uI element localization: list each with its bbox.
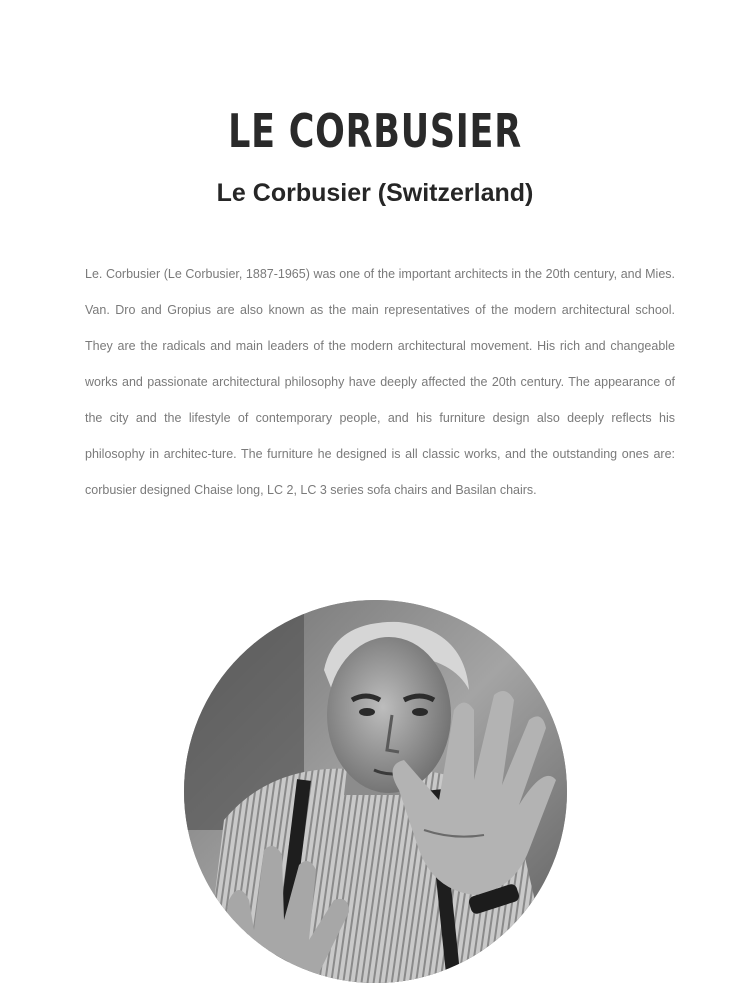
page-subtitle: Le Corbusier (Switzerland): [216, 179, 534, 207]
portrait-illustration: [184, 600, 567, 983]
portrait-photo: [184, 600, 567, 983]
page-title: LE CORBUSIER: [228, 104, 522, 158]
biography-paragraph: Le. Corbusier (Le Corbusier, 1887-1965) was one of the important architects in the 20th century, and Mies. Van. Dro and Gropius are also known as the main representatives of the modern architectural school. They are the radicals and main leaders of the modern architectural movement. His rich and changeable works and passionate architectural philosophy have deeply affected the 20th century. The appearance of the city and the lifestyle of contemporary people, and his furniture design also deeply reflects his philosophy in architec-ture. The furniture he designed is all classic works, and the outstanding ones are: corbusier designed Chaise long, LC 2, LC 3 series sofa chairs and Basilan chairs.: [85, 267, 675, 497]
